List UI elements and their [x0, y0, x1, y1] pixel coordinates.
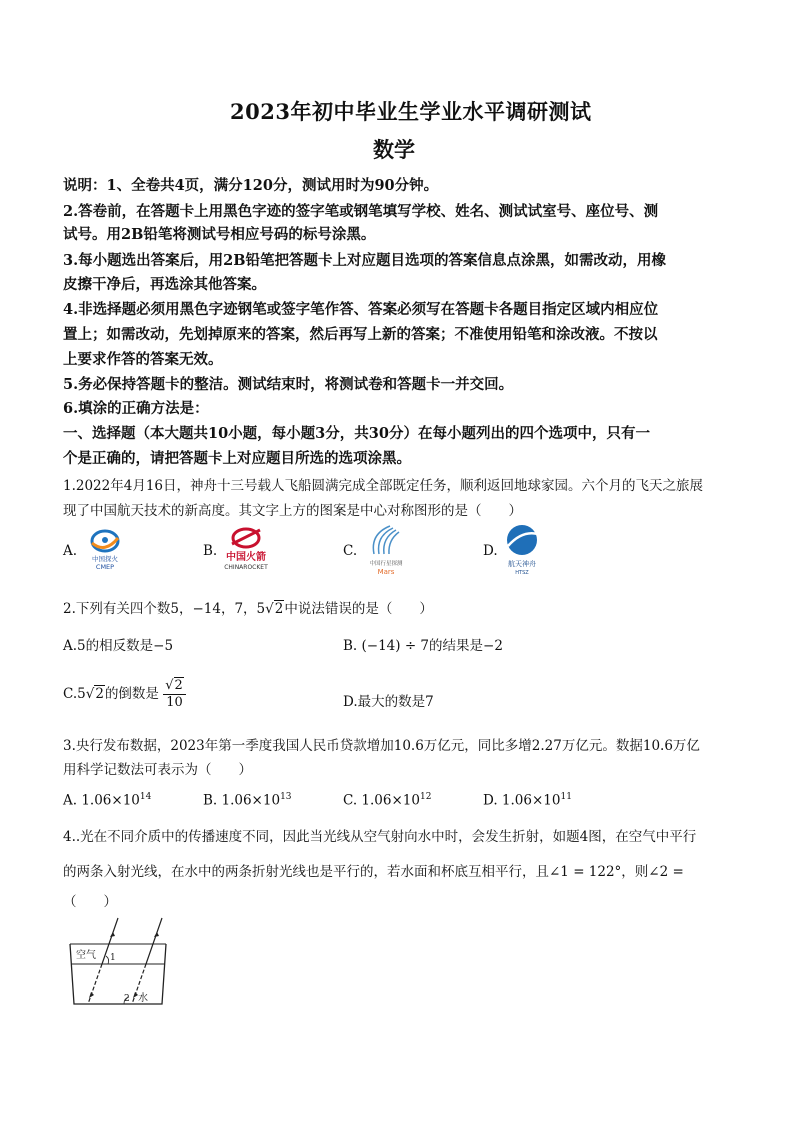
option-d: D.最大的数是7 [343, 694, 434, 710]
instruction-line: 5.务必保持答题卡的整洁。测试结束时，将测试卷和答题卡一并交回。 [63, 376, 514, 393]
instruction-line: 6.填涂的正确方法是： [63, 400, 209, 417]
instruction-line: 试号。用2B铅笔将测试号相应号码的标号涂黑。 [63, 226, 376, 243]
option-exponent: 11 [560, 792, 572, 802]
angle-1-label: 1 [110, 953, 116, 963]
question-2-text [63, 597, 433, 617]
china-rocket-logo-icon [218, 524, 274, 572]
question-1-text: 现了中国航天技术的新高度。其文字上方的图案是中心对称图形的是（ ） [63, 503, 522, 519]
option-b-expr: (−14) ÷ 7 [361, 638, 430, 654]
fraction-numerator [163, 678, 186, 695]
option-label: D. 1.06×10 [483, 792, 561, 809]
subject-title: 数学 [373, 137, 415, 162]
option-c-radicand: 2 [95, 686, 104, 702]
question-4-text: 4..光在不同介质中的传播速度不同，因此当光线从空气射向水中时，会发生折射，如题4图，在空气中平行 [63, 829, 697, 845]
logo-caption: 中国火箭 [226, 552, 266, 563]
exam-title: 2023年初中毕业生学业水平调研测试 [230, 99, 592, 124]
cmep-logo-icon [84, 524, 126, 572]
option-a: A.5的相反数是−5 [63, 638, 174, 654]
q3-option-c [343, 792, 431, 809]
question-3-text: 3.央行发布数据，2023年第一季度我国人民币贷款增加10.6万亿元，同比多增2.27万亿元。数据10.6万亿 [63, 738, 700, 754]
option-exponent: 12 [419, 792, 432, 802]
logo-caption: 中国探火 [92, 555, 118, 563]
instruction-line: 3.每小题选出答案后，用2B铅笔把答题卡上对应题目选项的答案信息点涂黑，如需改动，用橡 [63, 252, 666, 269]
section-heading: 个是正确的，请把答题卡上对应题目所选的选项涂黑。 [63, 450, 411, 467]
instruction-line: 上要求作答的答案无效。 [63, 351, 223, 368]
option-exponent: 14 [139, 792, 152, 802]
q2-stem-part: 2.下列有关四个数5，−14，7，5 [63, 601, 266, 617]
option-letter: C. [343, 543, 358, 559]
refraction-figure [66, 914, 176, 1014]
option-b-rest: 的结果是−2 [429, 638, 503, 654]
logo-caption: CHINAROCKET [224, 564, 268, 571]
option-label: C. 1.06×10 [343, 792, 420, 809]
shenzhou-logo-icon [500, 522, 544, 576]
instruction-line: 说明：1、全卷共4页，满分120分，测试用时为90分钟。 [63, 177, 439, 194]
option-letter: A. [63, 543, 78, 559]
arrow-icon [89, 992, 94, 998]
fraction-denominator: 10 [166, 695, 183, 710]
q3-option-d [483, 792, 572, 809]
instruction-line: 4.非选择题必须用黑色字迹钢笔或签字笔作答、答案必须写在答题卡各题目指定区域内相应位 [63, 301, 659, 318]
logo-caption: Mars [377, 568, 395, 576]
water-label: 水 [138, 993, 148, 1004]
logo-caption: HTSZ [515, 570, 529, 576]
angle-1-arc [106, 956, 109, 964]
question-4-text: （ ） [63, 894, 117, 910]
option-c [63, 678, 186, 711]
instruction-line: 置上；如需改动，先划掉原来的答案，然后再写上新的答案；不准使用铅笔和涂改液。不按以 [63, 326, 658, 343]
question-3-text: 用科学记数法可表示为（ ） [63, 762, 252, 778]
section-heading: 一、选择题（本大题共10小题，每小题3分，共30分）在每小题列出的四个选项中，只有一 [63, 425, 650, 442]
question-1-text: 1.2022年4月16日，神舟十三号载人飞船圆满完成全部既定任务，顺利返回地球家园。六个月的飞天之旅展 [63, 478, 704, 494]
fraction-radicand: 2 [174, 678, 183, 693]
sqrt-sign-icon: √ [85, 686, 95, 702]
option-b [343, 634, 503, 654]
sqrt-sign-icon: √ [165, 678, 174, 693]
option-letter: B. [203, 543, 218, 559]
q3-option-a [63, 792, 151, 809]
sqrt-sign-icon: √ [265, 601, 274, 617]
q2-radicand: 2 [274, 601, 284, 617]
question-4-text: 的两条入射光线，在水中的两条折射光线也是平行的，若水面和杯底互相平行，且∠1 = 122°，则∠2 = [63, 864, 684, 880]
logo-caption: 中国行星探测 [369, 561, 403, 567]
option-exponent: 13 [280, 792, 292, 802]
q3-option-b [203, 792, 292, 809]
instruction-line: 皮擦干净后，再选涂其他答案。 [63, 276, 266, 293]
logo-caption: CMEP [95, 563, 115, 571]
option-letter: D. [483, 543, 498, 559]
option-label: B. 1.06×10 [203, 792, 281, 809]
option-label: A. 1.06×10 [63, 792, 140, 809]
q2-stem-part: 中说法错误的是（ ） [284, 601, 433, 617]
angle-2-label: 2 [124, 994, 130, 1004]
instruction-line: 2.答卷前，在答题卡上用黑色字迹的签字笔或钢笔填写学校、姓名、测试试室号、座位号、测 [63, 203, 659, 220]
mars-exploration-logo-icon [360, 522, 412, 576]
incident-ray-2 [146, 918, 162, 964]
fraction [163, 678, 186, 711]
refracted-ray-1 [88, 964, 102, 1004]
option-b-letter: B. [343, 638, 358, 654]
option-c-part: C.5 [63, 686, 86, 702]
air-label: 空气 [76, 950, 96, 961]
option-c-part: 的倒数是 [104, 686, 159, 702]
logo-caption: 航天神舟 [508, 560, 536, 568]
